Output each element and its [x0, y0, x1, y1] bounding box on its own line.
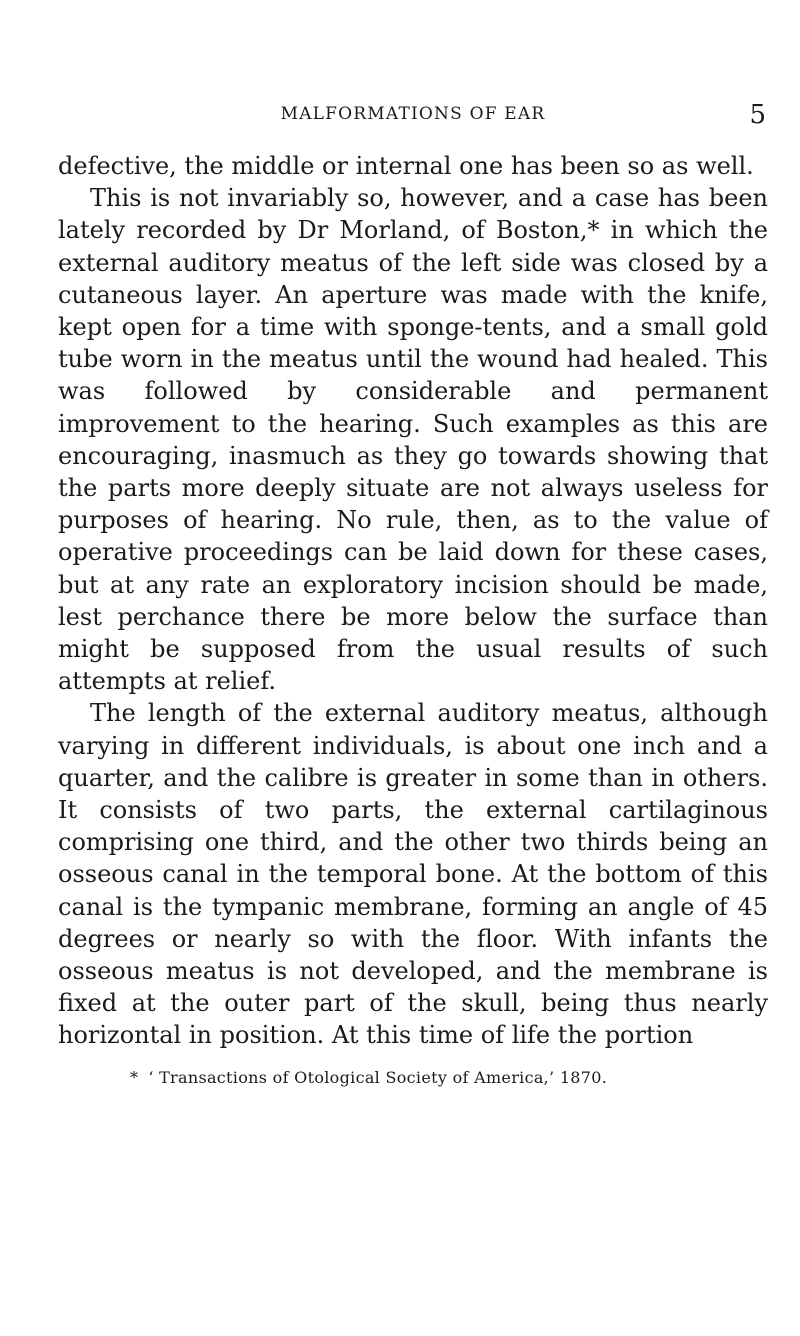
footnote [130, 1068, 770, 1087]
running-head [60, 100, 766, 130]
body-text [58, 150, 768, 1052]
paragraph-operative-case: This is not invariably so, however, and a case has been lately recorded by Dr Morland, of Boston,* in which the external auditory meatus of the left side was closed by a cutaneous layer. An aperture was made with the knife, kept open for a time with sponge-tents, and a small gold tube worn in the meatus until the wound had healed. This was followed by considerable and permanent improvement to the hearing. Such examples as this are encouraging, inasmuch as they go towards showing that the parts more deeply situate are not always useless for purposes of hearing. No rule, then, as to the value of operative proceedings can be laid down for these cases, but at any rate an exploratory incision should be made, lest perchance there be more below the surface than might be supposed from the usual results of such attempts at relief. [58, 184, 768, 696]
paragraph-continuation: defective, the middle or internal one has been so as well. [58, 152, 754, 180]
page-number: 5 [749, 100, 766, 130]
running-title: MALFORMATIONS OF EAR [280, 104, 546, 124]
footnote-text: ‘ Transactions of Otological Society of America,’ 1870. [148, 1068, 608, 1087]
paragraph-meatus-anatomy: The length of the external auditory meatus, although varying in different individuals, is about one inch and a quarter, and the calibre is greater in some than in others. It consists of two parts, the external cartilaginous comprising one third, and the other two thirds being an osseous canal in the temporal bone. At the bottom of this canal is the tympanic membrane, forming an angle of 45 degrees or nearly so with the floor. With infants the osseous meatus is not developed, and the membrane is fixed at the outer part of the skull, being thus nearly horizontal in position. At this time of life the portion [58, 699, 768, 1050]
footnote-mark: * [130, 1068, 139, 1087]
